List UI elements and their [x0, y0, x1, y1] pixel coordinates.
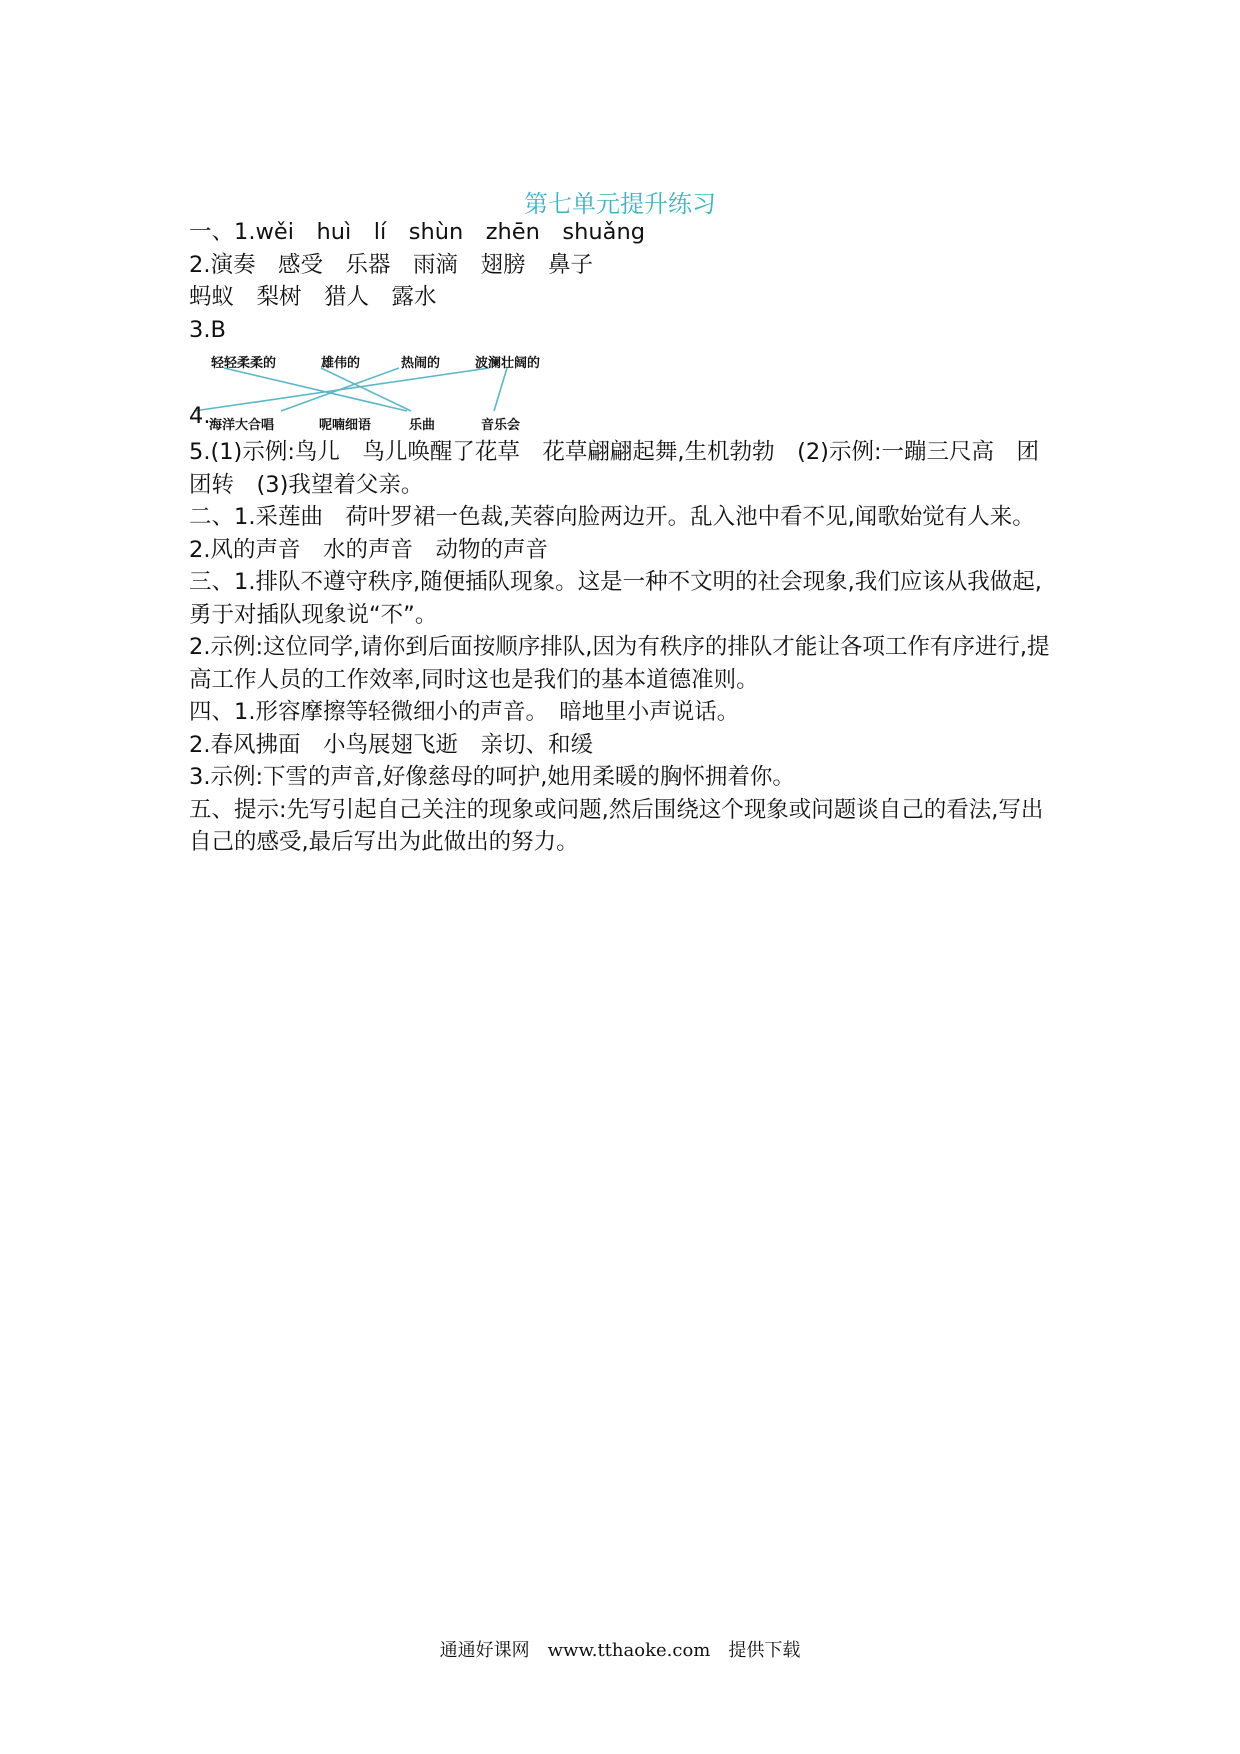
match-top-4: 波澜壮阔的 [475, 356, 541, 371]
section-1-item-1: 一、1.wěi huì lí shùn zhēn shuǎng [189, 219, 645, 245]
section-2-item-2: 2.风的声音 水的声音 动物的声音 [189, 536, 548, 563]
match-top-1: 轻轻柔柔的 [211, 356, 277, 371]
footer-credit: 通通好课网 www.tthaoke.com 提供下载 [439, 1640, 801, 1661]
section-1-item-2b: 蚂蚁 梨树 猎人 露水 [189, 284, 437, 310]
section-2-item-1: 二、1.采莲曲 荷叶罗裙一色裁,芙蓉向脸两边开。乱入池中看不见,闻歌始觉有人来。 [189, 504, 1035, 530]
match-bottom-4: 音乐会 [481, 418, 521, 433]
section-4-item-3: 3.示例:下雪的声音,好像慈母的呵护,她用柔暖的胸怀拥着你。 [189, 764, 795, 790]
match-top-3: 热闹的 [401, 356, 441, 371]
matching-diagram [189, 348, 609, 433]
section-5: 五、提示:先写引起自己关注的现象或问题,然后围绕这个现象或问题谈自己的看法,写出自己的感受,最后写出为此做出的努力。 [189, 796, 1044, 855]
section-4-item-1: 四、1.形容摩擦等轻微细小的声音。 暗地里小声说话。 [189, 699, 740, 725]
section-1-item-5: 5.(1)示例:鸟儿 鸟儿唤醒了花草 花草翩翩起舞,生机勃勃 (2)示例:一蹦三尺高 团团转 (3)我望着父亲。 [189, 439, 1040, 498]
section-1-item-2a: 2.演奏 感受 乐器 雨滴 翅膀 鼻子 [189, 251, 593, 278]
section-1-item-4-number: 4. [189, 403, 211, 429]
section-3-item-2: 2.示例:这位同学,请你到后面按顺序排队,因为有秩序的排队才能让各项工作有序进行,提高工作人员的工作效率,同时这也是我们的基本道德准则。 [189, 634, 1050, 693]
section-3-item-1: 三、1.排队不遵守秩序,随便插队现象。这是一种不文明的社会现象,我们应该从我做起,勇于对插队现象说“不”。 [189, 569, 1042, 628]
answer-content [189, 216, 1059, 859]
section-4-item-2: 2.春风拂面 小鸟展翅飞逝 亲切、和缓 [189, 731, 593, 758]
match-bottom-1: 海洋大合唱 [209, 418, 275, 433]
match-bottom-3: 乐曲 [409, 418, 436, 433]
section-1-item-3: 3.B [189, 316, 226, 343]
page-title: 第七单元提升练习 [524, 190, 716, 218]
match-top-2: 雄伟的 [321, 356, 361, 371]
match-bottom-2: 呢喃细语 [319, 418, 372, 433]
